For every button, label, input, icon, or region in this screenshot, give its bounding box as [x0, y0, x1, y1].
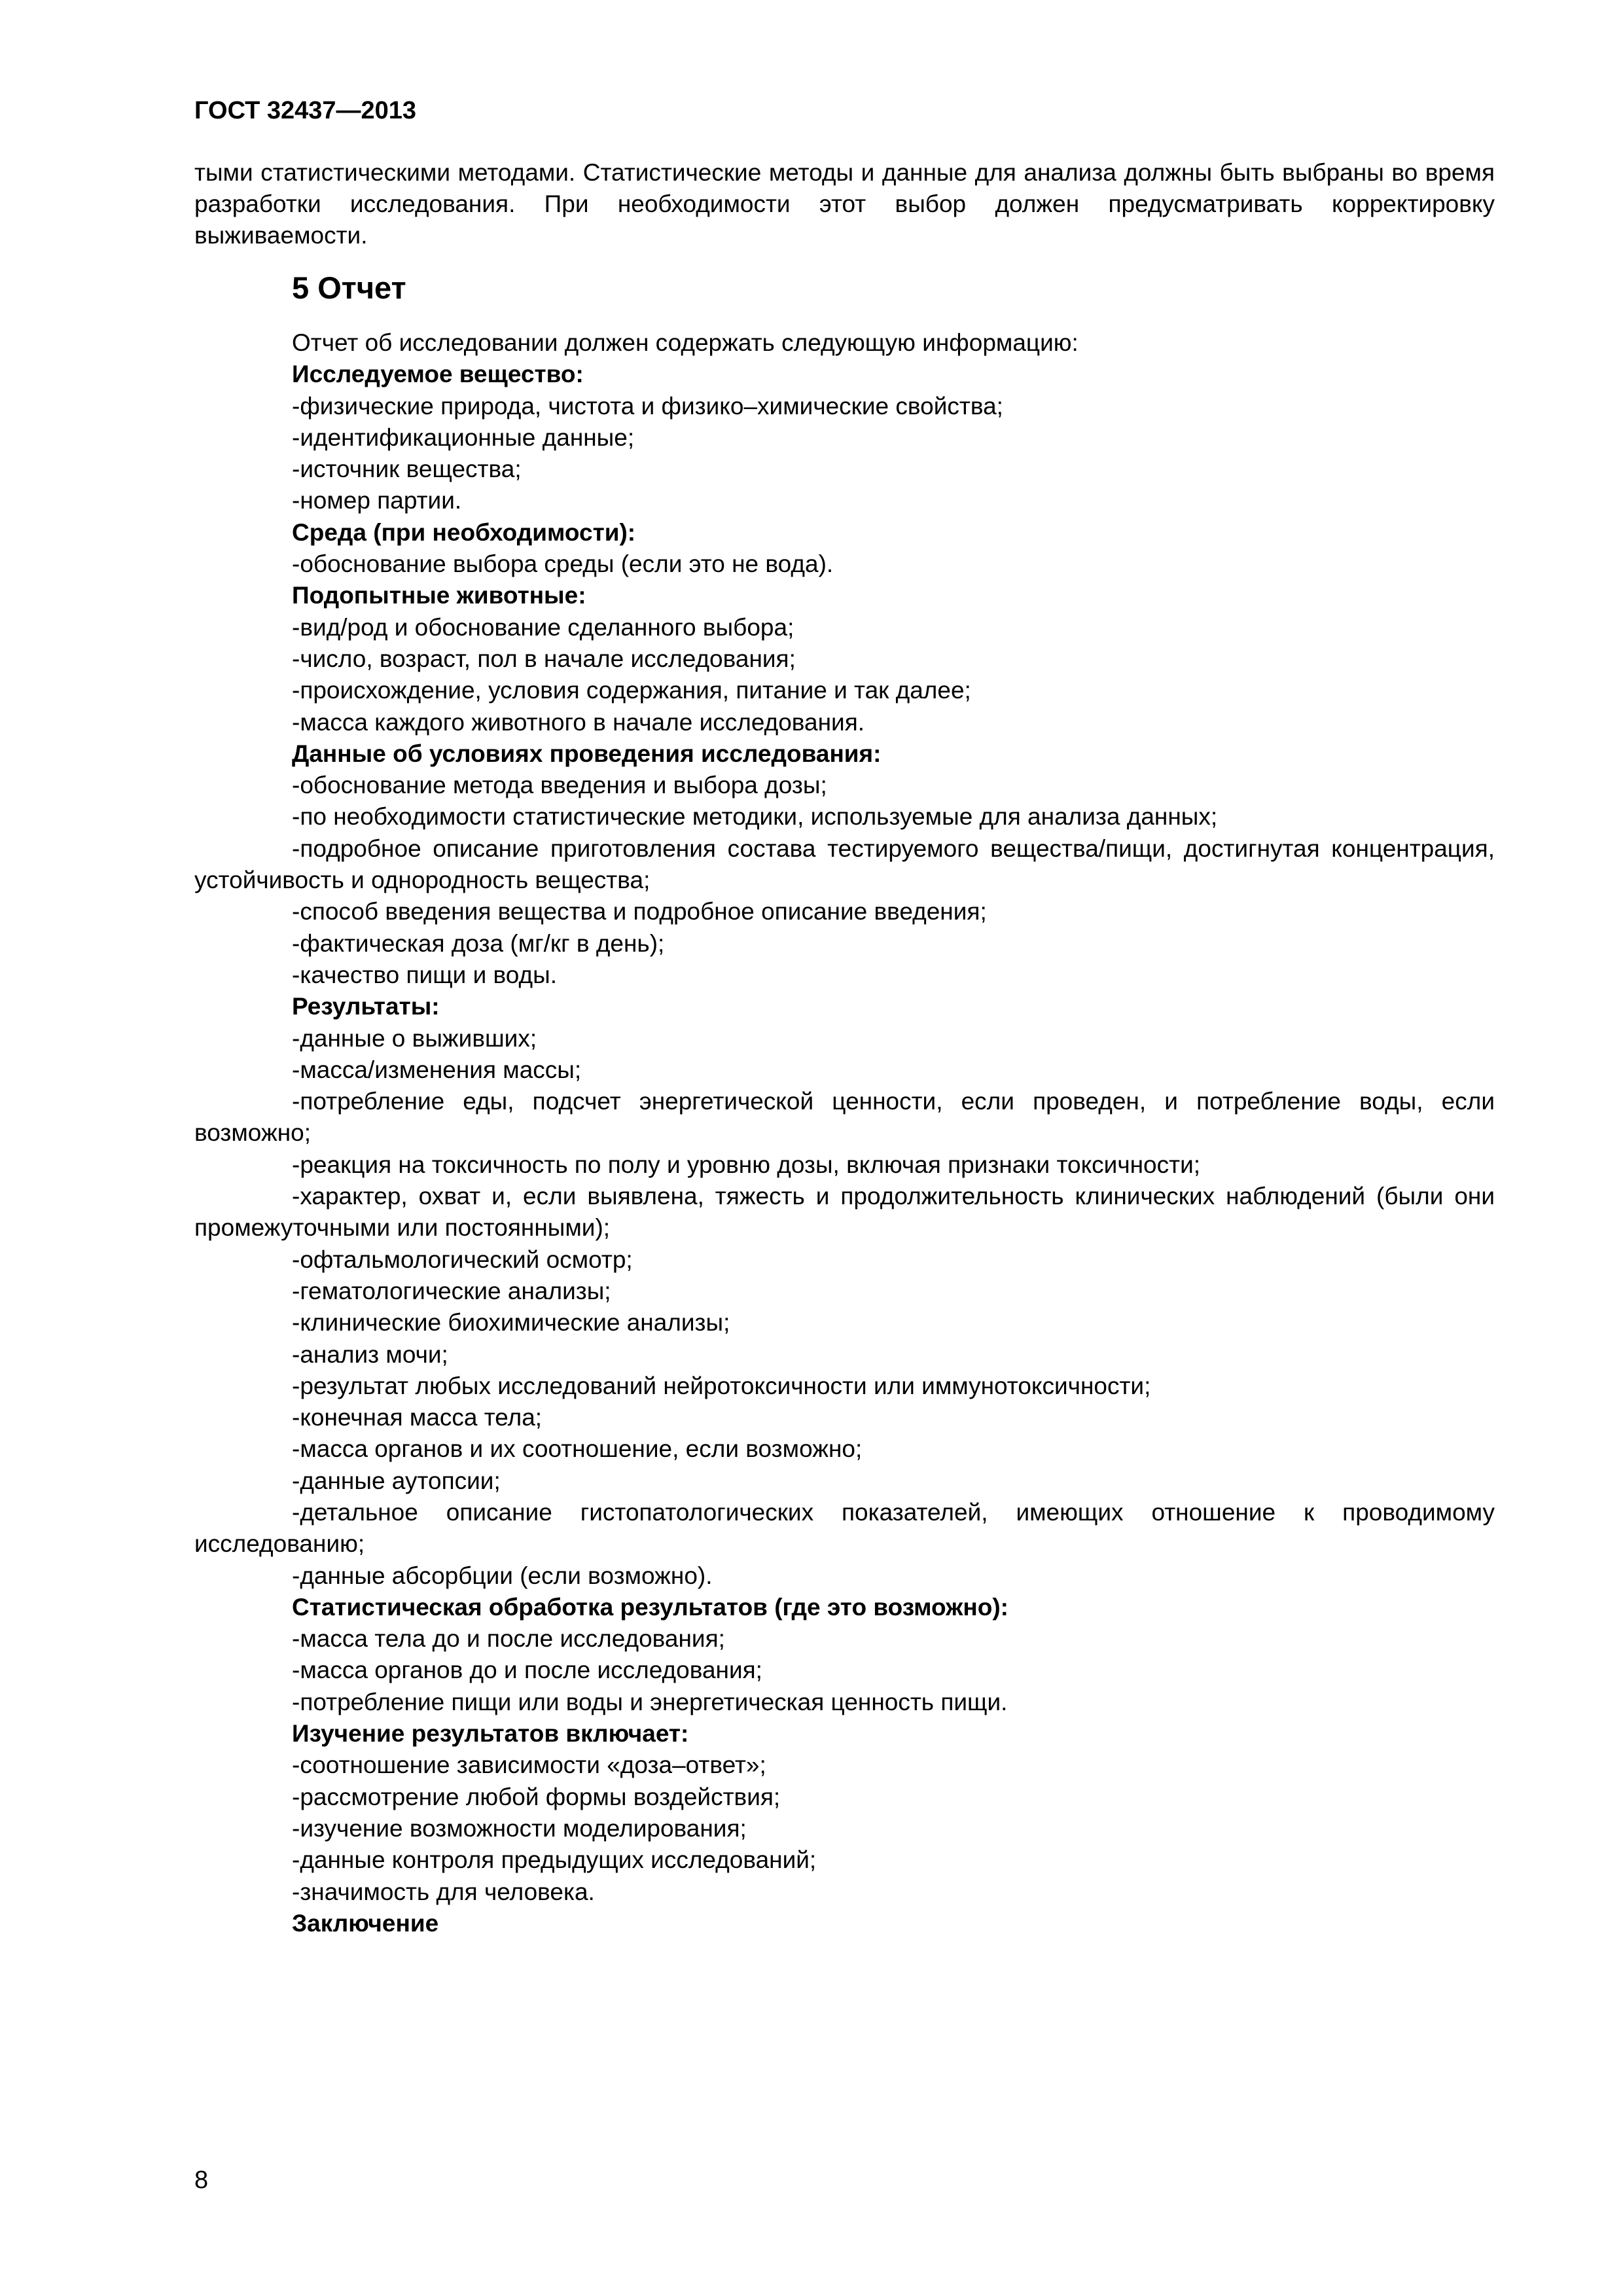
report-list-item: -фактическая доза (мг/кг в день);: [292, 929, 665, 957]
intro-paragraph: [194, 157, 1495, 251]
report-paragraph: -подробное описание приготовления состава тестируемого вещества/пищи, достигнутая концентрация, устойчивость и однородность вещества;: [194, 834, 1495, 894]
report-list-item: -идентификационные данные;: [292, 423, 635, 451]
report-list-item: -данные о выживших;: [292, 1024, 537, 1052]
report-list-item: -реакция на токсичность по полу и уровню дозы, включая признаки токсичности;: [292, 1151, 1201, 1178]
report-list-item: -по необходимости статистические методики, используемые для анализа данных;: [292, 803, 1218, 831]
report-list-item: -физические природа, чистота и физико–химические свойства;: [292, 392, 1003, 420]
report-subheading: Изучение результатов включает:: [292, 1720, 689, 1748]
report-list-item: -анализ мочи;: [292, 1340, 448, 1368]
report-list-item: -число, возраст, пол в начале исследования;: [292, 645, 796, 672]
report-subheading: Результаты:: [292, 993, 440, 1020]
report-list-item: -способ введения вещества и подробное описание введения;: [292, 898, 987, 925]
report-subheading: Заключение: [292, 1909, 439, 1937]
report-list-item: -данные аутопсии;: [292, 1467, 501, 1494]
report-list-item: -обоснование метода введения и выбора дозы;: [292, 772, 827, 799]
report-list-item: -конечная масса тела;: [292, 1404, 543, 1431]
report-subheading: Исследуемое вещество:: [292, 361, 584, 388]
report-list-item: Отчет об исследовании должен содержать следующую информацию:: [292, 329, 1079, 356]
report-subheading: Данные об условиях проведения исследования:: [292, 740, 882, 767]
report-list-item: -рассмотрение любой формы воздействия;: [292, 1783, 781, 1810]
report-subheading: Подопытные животные:: [292, 582, 586, 609]
report-list-item: -масса тела до и после исследования;: [292, 1625, 725, 1653]
report-list-item: -результат любых исследований нейротоксичности или иммунотоксичности;: [292, 1372, 1151, 1399]
report-list-item: -изучение возможности моделирования;: [292, 1814, 747, 1842]
section-title: 5 Отчет: [292, 270, 406, 305]
report-list-item: -масса органов и их соотношение, если возможно;: [292, 1435, 863, 1463]
document-header: ГОСТ 32437—2013: [194, 97, 417, 124]
report-list-item: -данные контроля предыдущих исследований;: [292, 1846, 817, 1874]
report-list-item: -источник вещества;: [292, 456, 522, 483]
report-list-item: -потребление пищи или воды и энергетическая ценность пищи.: [292, 1688, 1008, 1715]
report-list-item: -происхождение, условия содержания, питание и так далее;: [292, 677, 971, 704]
report-list-item: -офтальмологический осмотр;: [292, 1246, 633, 1273]
report-list-item: -качество пищи и воды.: [292, 961, 557, 988]
report-list-item: -вид/род и обоснование сделанного выбора;: [292, 613, 794, 641]
page-number: 8: [194, 2166, 209, 2194]
report-subheading: Среда (при необходимости):: [292, 518, 636, 546]
report-list-item: -клинические биохимические анализы;: [292, 1309, 730, 1336]
intro-text: тыми статистическими методами. Статистические методы и данные для анализа должны быть выбраны во время разработки исследования. При необходимости этот выбор должен предусматривать корректировку выживаемости.: [194, 159, 1495, 249]
report-paragraph: -детальное описание гистопатологических показателей, имеющих отношение к проводимому исследованию;: [194, 1498, 1495, 1558]
report-list-item: -номер партии.: [292, 487, 462, 514]
report-list-item: -масса органов до и после исследования;: [292, 1657, 762, 1684]
report-list-item: -масса каждого животного в начале исследования.: [292, 708, 865, 736]
report-list-item: -масса/изменения массы;: [292, 1056, 582, 1083]
report-list-item: -гематологические анализы;: [292, 1277, 611, 1304]
report-list-item: -значимость для человека.: [292, 1878, 595, 1905]
report-subheading: Статистическая обработка результатов (где это возможно):: [292, 1593, 1008, 1621]
report-paragraph: -потребление еды, подсчет энергетической ценности, если проведен, и потребление воды, если возможно;: [194, 1088, 1495, 1147]
report-paragraph: -характер, охват и, если выявлена, тяжесть и продолжительность клинических наблюдений (были они промежуточными или постоянными);: [194, 1183, 1495, 1242]
report-list-item: -данные абсорбции (если возможно).: [292, 1562, 713, 1589]
report-body: [194, 327, 1495, 1939]
report-list-item: -соотношение зависимости «доза–ответ»;: [292, 1751, 766, 1779]
report-list-item: -обоснование выбора среды (если это не вода).: [292, 550, 834, 578]
